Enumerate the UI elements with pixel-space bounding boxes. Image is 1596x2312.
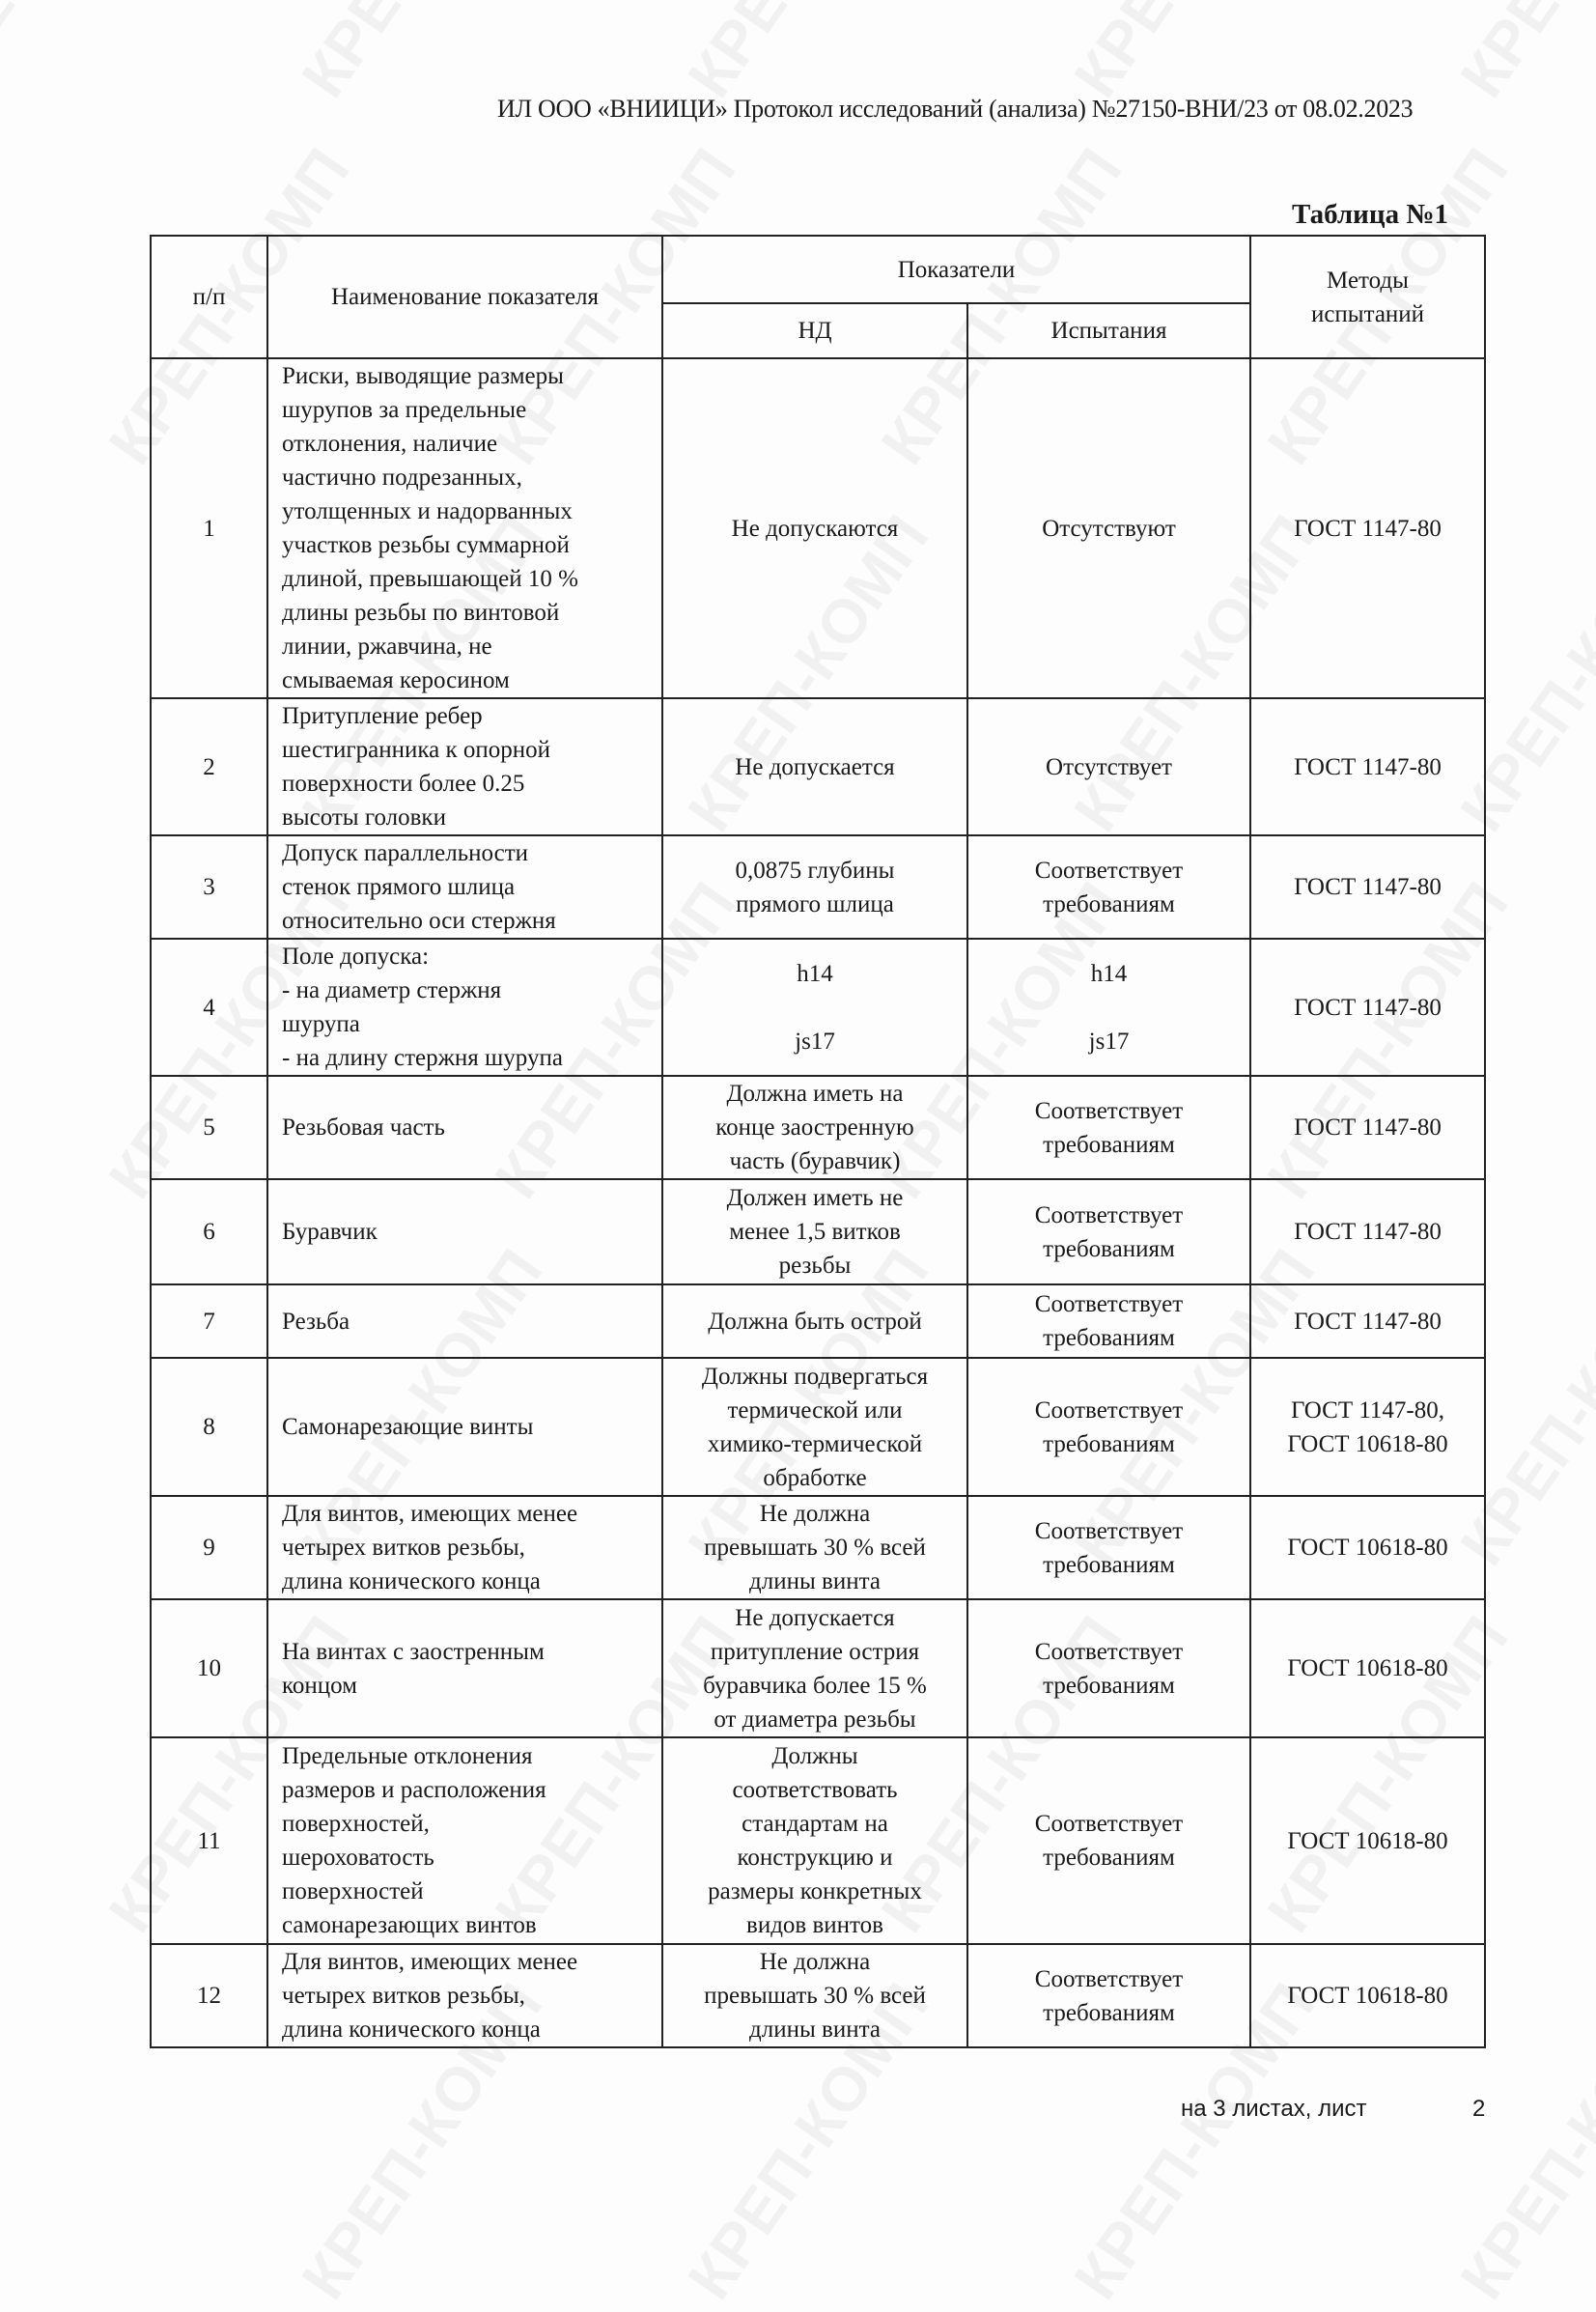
row-name: Допуск параллельности стенок прямого шлица относительно оси стержня: [267, 835, 662, 939]
row-name: Самонарезающие винты: [267, 1358, 662, 1496]
row-name: Резьбовая часть: [267, 1076, 662, 1179]
row-nd: h14 js17: [662, 939, 967, 1076]
row-name: Предельные отклонения размеров и расположения поверхностей, шероховатость поверхностей самонарезающих винтов: [267, 1737, 662, 1944]
row-name: Для винтов, имеющих менее четырех витков резьбы, длина конического конца: [267, 1944, 662, 2047]
row-method: ГОСТ 10618-80: [1250, 1737, 1485, 1944]
row-test: Соответствует требованиям: [967, 1944, 1250, 2047]
table-row: [151, 1179, 1485, 1284]
row-test: Соответствует требованиям: [967, 1358, 1250, 1496]
row-method: ГОСТ 1147-80: [1250, 358, 1485, 698]
row-num: 7: [151, 1284, 267, 1358]
row-method: ГОСТ 10618-80: [1250, 1496, 1485, 1599]
header-test: Испытания: [967, 303, 1250, 358]
sheet-count: на 3 листах, лист: [1181, 2096, 1367, 2122]
table-row: [151, 939, 1485, 1076]
row-num: 12: [151, 1944, 267, 2047]
row-test: h14 js17: [967, 939, 1250, 1076]
watermark: [1446, 0, 1596, 110]
row-num: 5: [151, 1076, 267, 1179]
row-test: Отсутствует: [967, 698, 1250, 835]
row-num: 8: [151, 1358, 267, 1496]
table-row: [151, 1496, 1485, 1599]
row-num: 11: [151, 1737, 267, 1944]
row-nd: Должен иметь не менее 1,5 витков резьбы: [662, 1179, 967, 1284]
document-header: ИЛ ООО «ВНИИЦИ» Протокол исследований (анализа) №27150-ВНИ/23 от 08.02.2023: [497, 95, 1414, 123]
row-nd: Не допускается: [662, 698, 967, 835]
row-num: 9: [151, 1496, 267, 1599]
row-nd: Должны соответствовать стандартам на конструкцию и размеры конкретных видов винтов: [662, 1737, 967, 1944]
row-num: 1: [151, 358, 267, 698]
row-nd: 0,0875 глубины прямого шлица: [662, 835, 967, 939]
row-nd: Должна иметь на конце заостренную часть (буравчик): [662, 1076, 967, 1179]
row-nd: Не должна превышать 30 % всей длины винта: [662, 1496, 967, 1599]
row-name: Резьба: [267, 1284, 662, 1358]
row-method: ГОСТ 1147-80: [1250, 698, 1485, 835]
table-row: [151, 1358, 1485, 1496]
row-method: ГОСТ 10618-80: [1250, 1944, 1485, 2047]
row-method: ГОСТ 10618-80: [1250, 1599, 1485, 1737]
table-row: [151, 698, 1485, 835]
row-method: ГОСТ 1147-80: [1250, 939, 1485, 1076]
row-method: ГОСТ 1147-80: [1250, 1076, 1485, 1179]
row-name: Буравчик: [267, 1179, 662, 1284]
watermark: [674, 0, 943, 110]
header-indicators: Показатели: [662, 236, 1250, 303]
table-row: [151, 1076, 1485, 1179]
table-row: [151, 835, 1485, 939]
row-method: ГОСТ 1147-80: [1250, 835, 1485, 939]
row-name: Поле допуска: - на диаметр стержня шурупа - на длину стержня шурупа: [267, 939, 662, 1076]
row-name: Риски, выводящие размеры шурупов за предельные отклонения, наличие частично подрезанных, утолщенных и надорванных участков резьбы суммарной длиной, превышающей 10 % длины резьбы по винтовой линии, ржавчина, не смываемая керосином: [267, 358, 662, 698]
watermark: [288, 0, 557, 110]
header-nd: НД: [662, 303, 967, 358]
row-num: 6: [151, 1179, 267, 1284]
row-method: ГОСТ 1147-80: [1250, 1179, 1485, 1284]
table-row: [151, 358, 1485, 698]
row-nd: Не должна превышать 30 % всей длины винта: [662, 1944, 967, 2047]
row-nd: Не допускается притупление острия буравчика более 15 % от диаметра резьбы: [662, 1599, 967, 1737]
table-row: [151, 1737, 1485, 1944]
row-test: Отсутствуют: [967, 358, 1250, 698]
header-methods: Методы испытаний: [1250, 236, 1485, 358]
row-method: ГОСТ 1147-80: [1250, 1284, 1485, 1358]
results-table: [150, 235, 1486, 2048]
table-title: Таблица №1: [1292, 199, 1448, 230]
row-test: Соответствует требованиям: [967, 1076, 1250, 1179]
row-test: Соответствует требованиям: [967, 1284, 1250, 1358]
row-nd: Должны подвергаться термической или химико-термической обработке: [662, 1358, 967, 1496]
row-test: Соответствует требованиям: [967, 1599, 1250, 1737]
row-test: Соответствует требованиям: [967, 1737, 1250, 1944]
watermark: [0, 0, 171, 110]
row-num: 3: [151, 835, 267, 939]
row-name: Притупление ребер шестигранника к опорной поверхности более 0.25 высоты головки: [267, 698, 662, 835]
row-num: 10: [151, 1599, 267, 1737]
table-row: [151, 1599, 1485, 1737]
table-row: [151, 1944, 1485, 2047]
header-num: п/п: [151, 236, 267, 358]
row-num: 4: [151, 939, 267, 1076]
row-nd: Должна быть острой: [662, 1284, 967, 1358]
row-num: 2: [151, 698, 267, 835]
page-number: 2: [1472, 2096, 1486, 2122]
header-name: Наименование показателя: [267, 236, 662, 358]
row-test: Соответствует требованиям: [967, 1179, 1250, 1284]
row-name: Для винтов, имеющих менее четырех витков резьбы, длина конического конца: [267, 1496, 662, 1599]
watermark: [1060, 0, 1330, 110]
row-test: Соответствует требованиям: [967, 1496, 1250, 1599]
row-name: На винтах с заостренным концом: [267, 1599, 662, 1737]
row-test: Соответствует требованиям: [967, 835, 1250, 939]
row-nd: Не допускаются: [662, 358, 967, 698]
row-method: ГОСТ 1147-80, ГОСТ 10618-80: [1250, 1358, 1485, 1496]
table-row: [151, 1284, 1485, 1358]
